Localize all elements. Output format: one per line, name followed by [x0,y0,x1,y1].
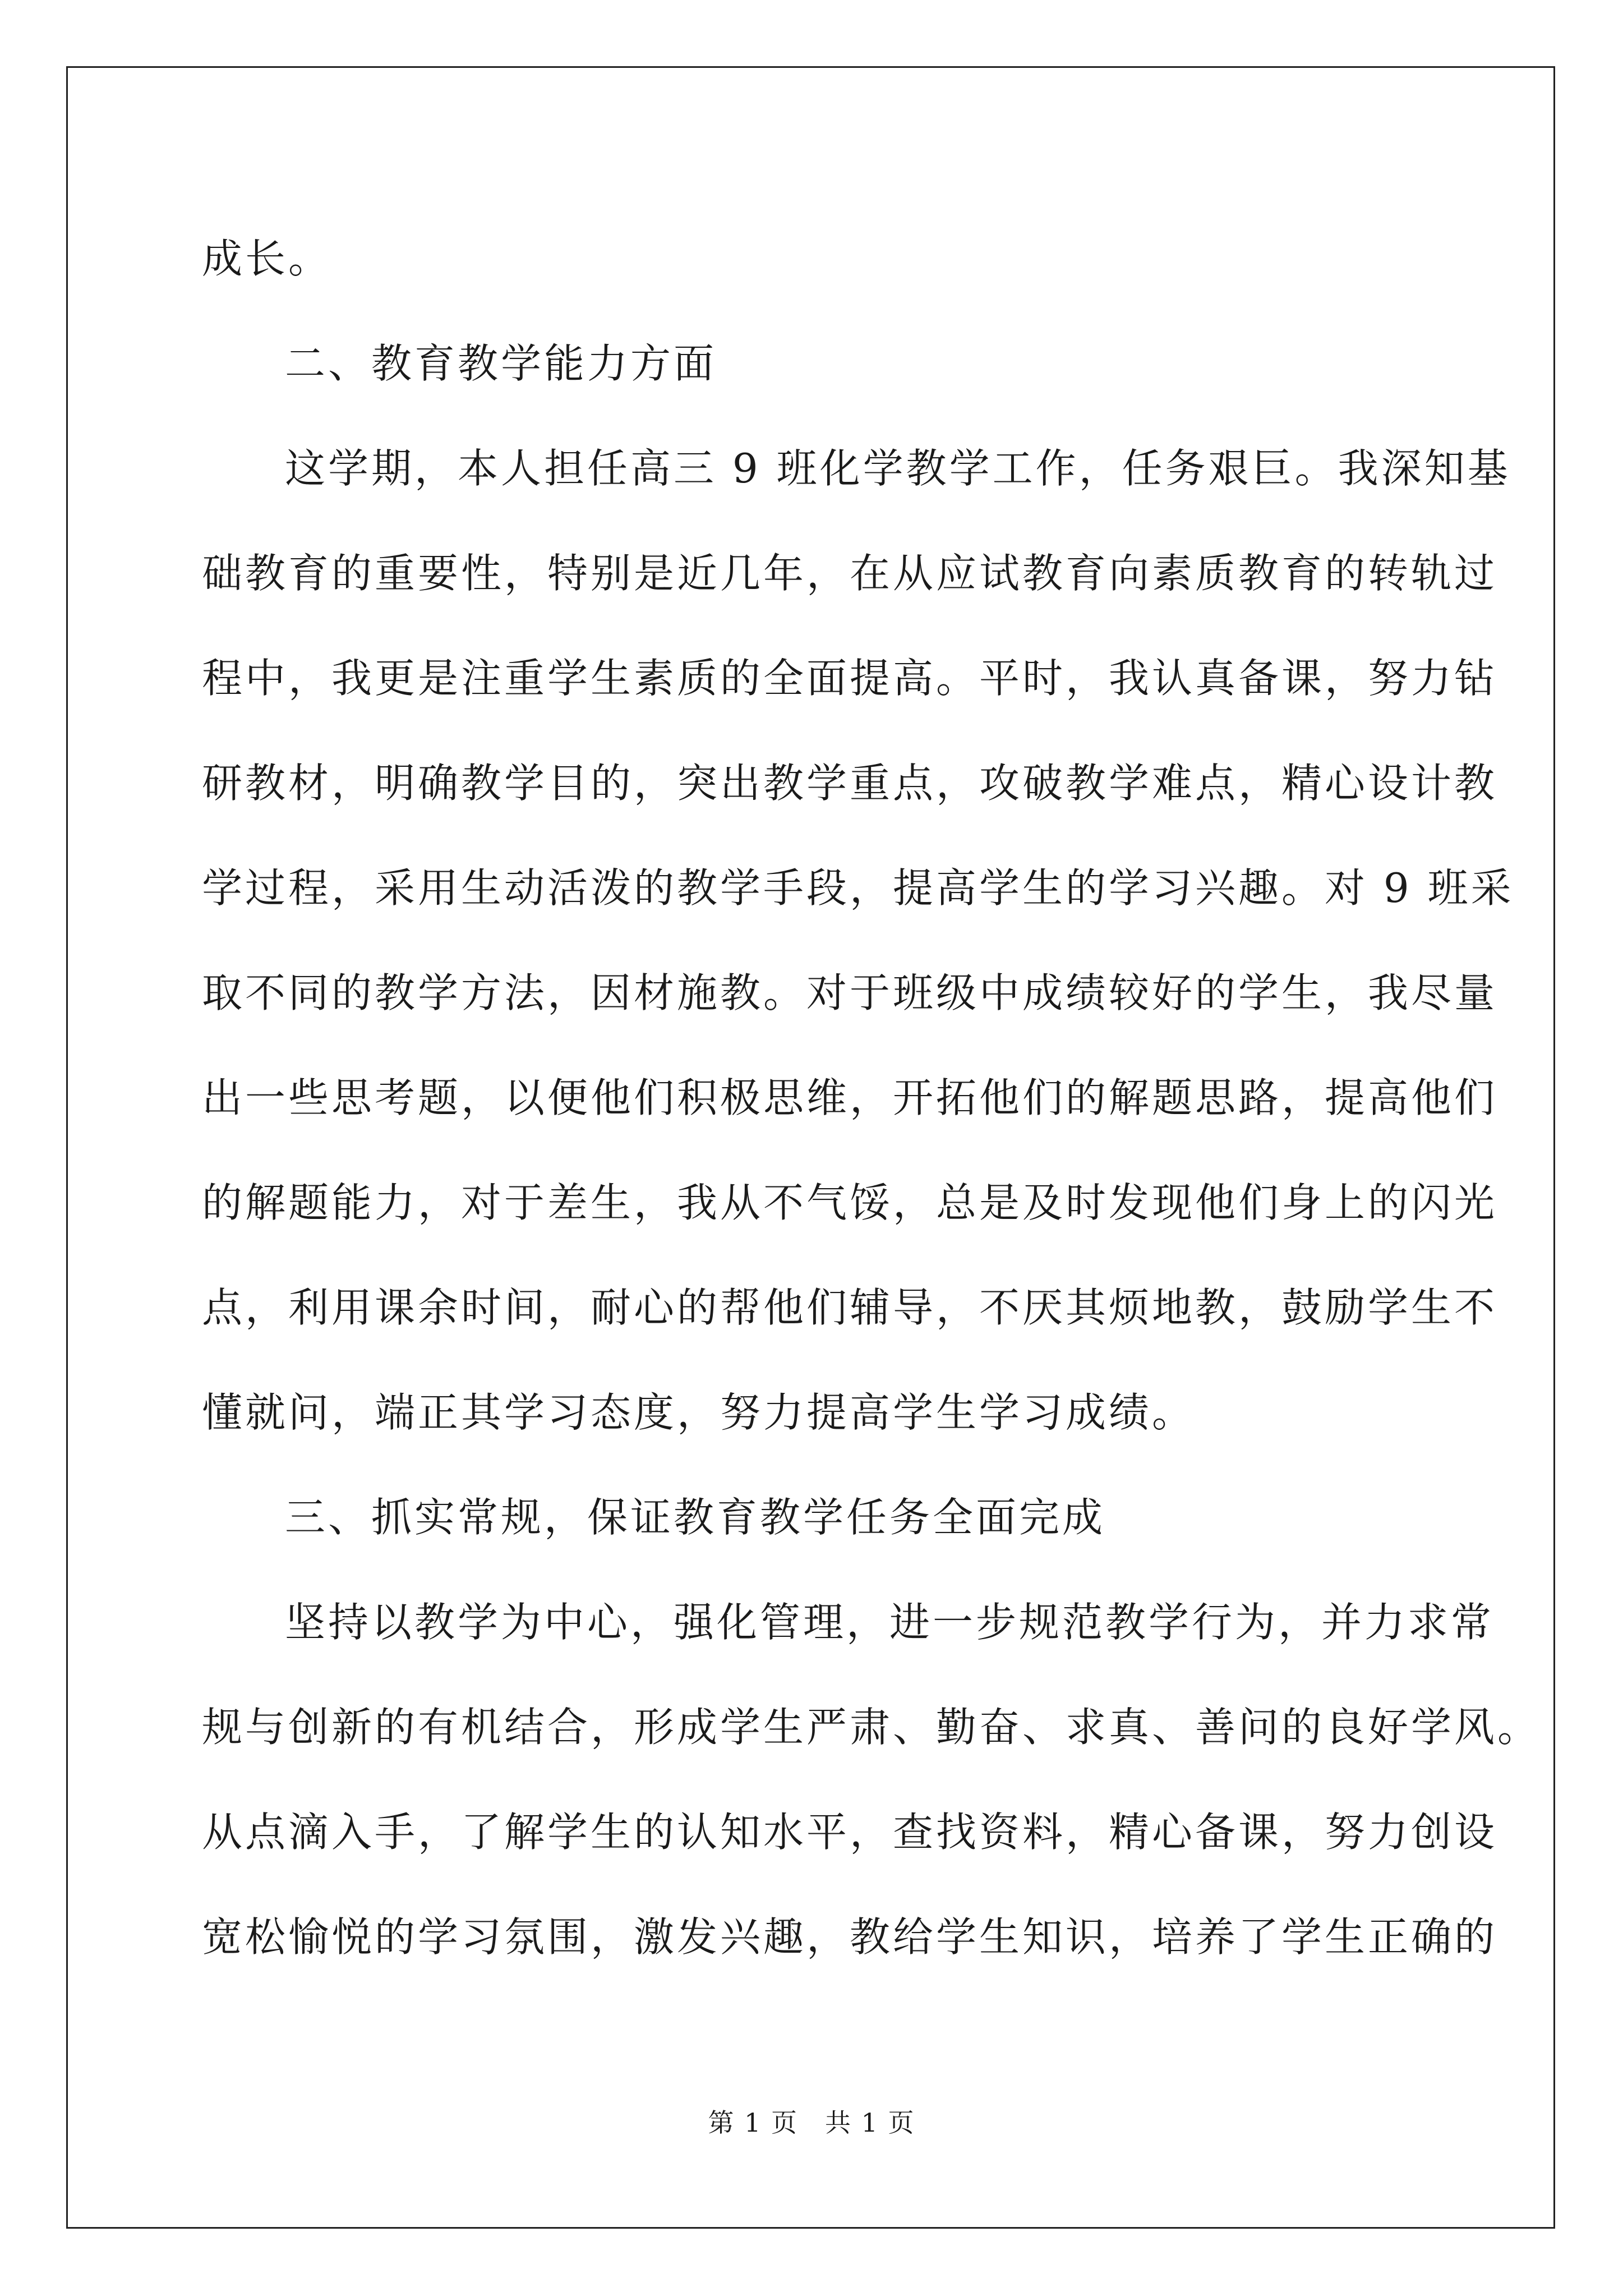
text-line: 从点滴入手，了解学生的认知水平，查找资料，精心备课，努力创设 [202,1809,1498,1856]
text-line: 研教材，明确教学目的，突出教学重点，攻破教学难点，精心设计教 [202,760,1498,807]
document-body [202,206,1541,1990]
section-heading: 二、教育教学能力方面 [285,340,717,387]
page-number: 第 1 页 [708,2108,798,2138]
text-line: 这学期，本人担任高三 9 班化学教学工作，任务艰巨。我深知基 [285,445,1511,492]
text-line: 学过程，采用生动活泼的教学手段，提高学生的学习兴趣。对 9 班采 [202,864,1514,912]
text-line: 懂就问，端正其学习态度，努力提高学生学习成绩。 [202,1389,1196,1436]
text-line: 础教育的重要性，特别是近几年，在从应试教育向素质教育的转轨过 [202,550,1498,597]
text-line: 规与创新的有机结合，形成学生严肃、勤奋、求真、善问的良好学风。 [202,1704,1541,1751]
section-heading: 三、抓实常规，保证教育教学任务全面完成 [285,1494,1106,1541]
text-line: 的解题能力，对于差生，我从不气馁，总是及时发现他们身上的闪光 [202,1179,1498,1226]
page-footer [0,2102,1623,2139]
text-line: 程中，我更是注重学生素质的全面提高。平时，我认真备课，努力钻 [202,655,1498,702]
text-line: 坚持以教学为中心，强化管理，进一步规范教学行为，并力求常 [285,1599,1495,1646]
text-line: 宽松愉悦的学习氛围，激发兴趣，教给学生知识，培养了学生正确的 [202,1913,1498,1961]
page-total: 共 1 页 [825,2108,915,2138]
text-line: 成长。 [202,235,332,282]
text-line: 取不同的教学方法，因材施教。对于班级中成绩较好的学生，我尽量 [202,969,1498,1016]
text-line: 出一些思考题，以便他们积极思维，开拓他们的解题思路，提高他们 [202,1074,1498,1121]
text-line: 点，利用课余时间，耐心的帮他们辅导，不厌其烦地教，鼓励学生不 [202,1284,1498,1331]
